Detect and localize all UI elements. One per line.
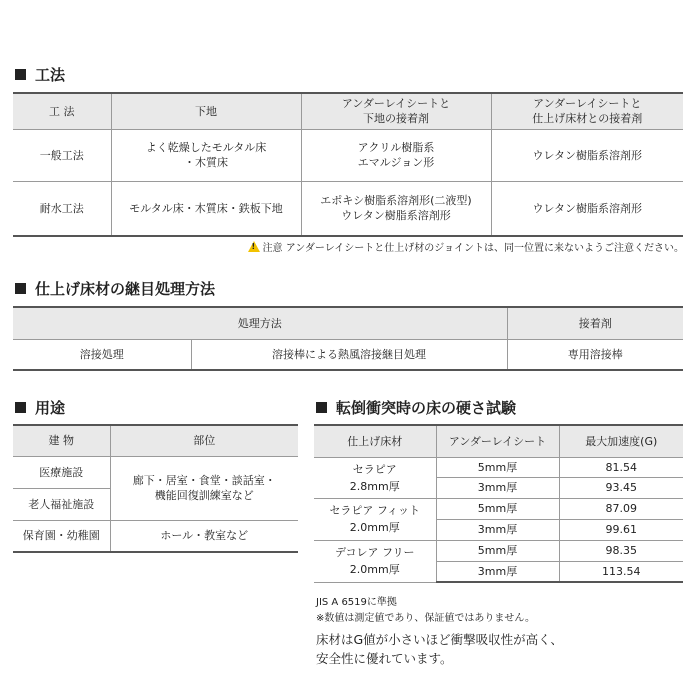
usage-header-building: 建 物 (13, 425, 110, 456)
table-row (13, 181, 683, 236)
impact-summary (316, 630, 563, 668)
usage-building-cell: 老人福祉施設 (13, 488, 110, 520)
impact-underlay-cell: 3mm厚 (436, 519, 559, 540)
table-row (314, 540, 683, 561)
usage-part-cell: ホール・教室など (110, 520, 298, 552)
impact-note-disclaimer: ※数値は測定値であり、保証値ではありません。 (316, 613, 535, 624)
usage-part-cell: 廊下・居室・食堂・談話室・ 機能回復訓練室など (110, 456, 298, 520)
construction-heading-text: 工法 (35, 66, 66, 84)
impact-summary-line: 安全性に優れています。 (316, 651, 453, 666)
impact-heading-text: 転倒衝突時の床の硬さ試験 (336, 399, 517, 417)
impact-value-cell: 87.09 (559, 498, 683, 519)
seam-heading-text: 仕上げ床材の継目処理方法 (35, 280, 216, 298)
construction-notice-text: 注意 アンダーレイシートと仕上げ材のジョイントは、同一位置に来ないようご注意ください。 (262, 243, 684, 254)
table-row (314, 457, 683, 477)
table-row (13, 456, 298, 488)
warning-icon (248, 241, 260, 252)
impact-material-cell: セラピア 2.8mm厚 (314, 457, 436, 498)
impact-material-cell: デコレア フリー 2.0mm厚 (314, 540, 436, 582)
seam-table (13, 306, 683, 371)
impact-underlay-cell: 3mm厚 (436, 477, 559, 498)
usage-building-cell: 保育園・幼稚園 (13, 520, 110, 552)
construction-header-adhesive-base: アンダーレイシートと 下地の接着剤 (301, 93, 491, 129)
impact-underlay-cell: 5mm厚 (436, 498, 559, 519)
seam-header-method: 処理方法 (13, 307, 507, 339)
impact-material-cell: セラピア フィット 2.0mm厚 (314, 498, 436, 540)
usage-building-cell: 医療施設 (13, 456, 110, 488)
construction-cell: ウレタン樹脂系溶剤形 (491, 129, 683, 181)
impact-note-standard: JIS A 6519に準拠 (316, 597, 397, 608)
square-bullet-icon (15, 69, 26, 80)
table-row (13, 339, 683, 370)
seam-heading (15, 278, 215, 299)
usage-header-part: 部位 (110, 425, 298, 456)
square-bullet-icon (15, 402, 26, 413)
seam-cell: 専用溶接棒 (507, 339, 683, 370)
impact-summary-line: 床材はG値が小さいほど衝撃吸収性が高く、 (316, 632, 563, 647)
impact-header-row (314, 425, 683, 457)
construction-header-row (13, 93, 683, 129)
construction-cell: エポキシ樹脂系溶剤形(二液型) ウレタン樹脂系溶剤形 (301, 181, 491, 236)
impact-underlay-cell: 5mm厚 (436, 540, 559, 561)
impact-value-cell: 99.61 (559, 519, 683, 540)
construction-header-method: 工 法 (13, 93, 111, 129)
impact-value-cell: 113.54 (559, 561, 683, 582)
seam-header-adhesive: 接着剤 (507, 307, 683, 339)
seam-cell: 溶接処理 (13, 339, 191, 370)
construction-cell: よく乾燥したモルタル床 ・木質床 (111, 129, 301, 181)
impact-header-material: 仕上げ床材 (314, 425, 436, 457)
construction-header-adhesive-floor: アンダーレイシートと 仕上げ床材との接着剤 (491, 93, 683, 129)
usage-heading (15, 397, 65, 418)
square-bullet-icon (316, 402, 327, 413)
impact-table (314, 424, 683, 583)
construction-header-base: 下地 (111, 93, 301, 129)
impact-header-acceleration: 最大加速度(G) (559, 425, 683, 457)
construction-cell: アクリル樹脂系 エマルジョン形 (301, 129, 491, 181)
construction-notice (248, 239, 684, 254)
square-bullet-icon (15, 283, 26, 294)
construction-heading (15, 64, 65, 85)
usage-header-row (13, 425, 298, 456)
impact-header-underlay: アンダーレイシート (436, 425, 559, 457)
table-row (13, 129, 683, 181)
construction-table (13, 92, 683, 237)
construction-cell: モルタル床・木質床・鉄板下地 (111, 181, 301, 236)
usage-heading-text: 用途 (35, 399, 66, 417)
construction-cell: 耐水工法 (13, 181, 111, 236)
impact-value-cell: 93.45 (559, 477, 683, 498)
seam-cell: 溶接棒による熱風溶接継目処理 (191, 339, 507, 370)
impact-heading (316, 397, 516, 418)
impact-value-cell: 98.35 (559, 540, 683, 561)
impact-underlay-cell: 5mm厚 (436, 457, 559, 477)
table-row (13, 520, 298, 552)
usage-table (13, 424, 298, 553)
impact-value-cell: 81.54 (559, 457, 683, 477)
table-row (314, 498, 683, 519)
seam-header-row (13, 307, 683, 339)
construction-cell: 一般工法 (13, 129, 111, 181)
impact-underlay-cell: 3mm厚 (436, 561, 559, 582)
construction-cell: ウレタン樹脂系溶剤形 (491, 181, 683, 236)
